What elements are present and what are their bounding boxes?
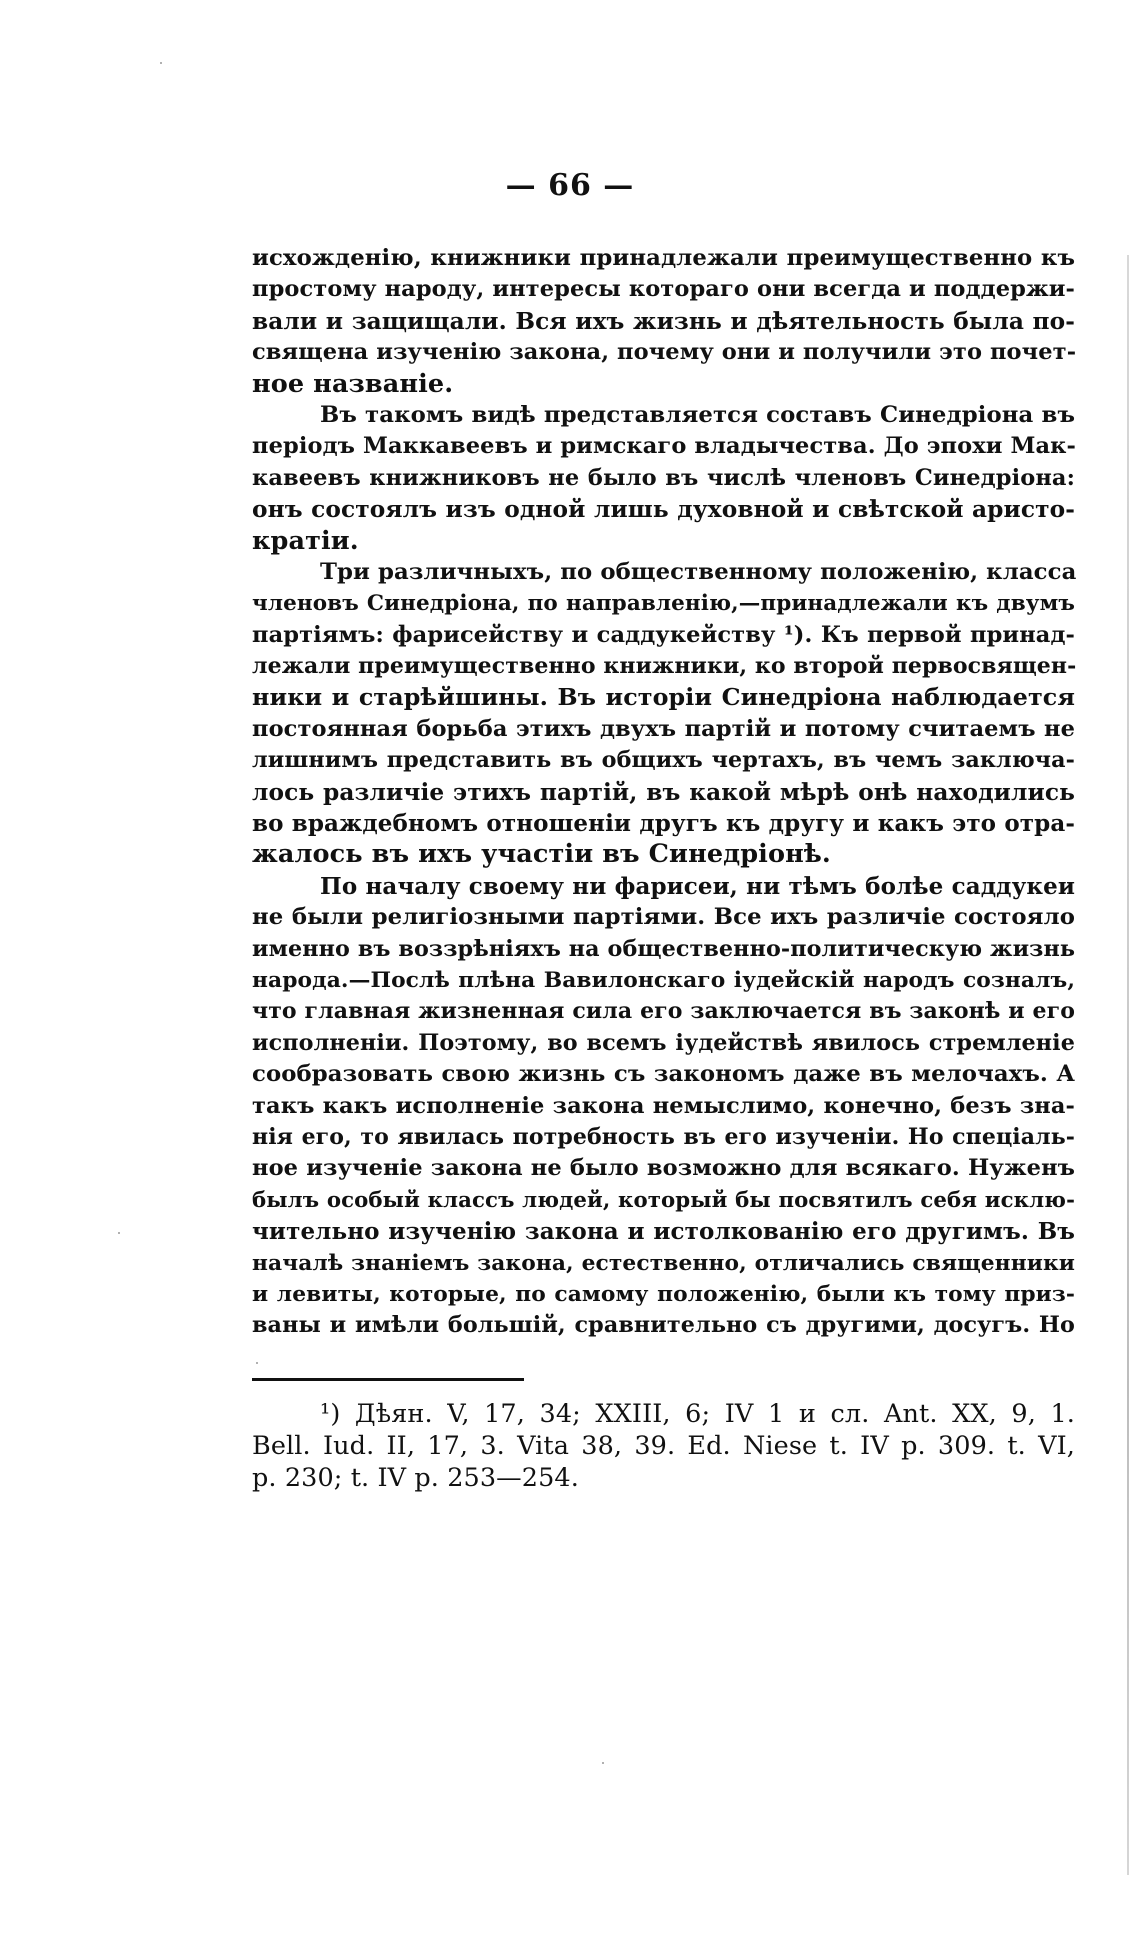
text-line: лежали преимущественно книжники, ко второй первосвящен- xyxy=(252,653,1077,680)
scan-speck xyxy=(602,1762,604,1764)
footnote-divider xyxy=(252,1378,524,1381)
text-line: именно въ воззрѣніяхъ на общественно-политическую жизнь xyxy=(252,935,1076,962)
text-line: сообразовать свою жизнь съ закономъ даже въ мелочахъ. А xyxy=(252,1061,1075,1088)
scan-edge-shadow xyxy=(1127,255,1129,1875)
text-line: во враждебномъ отношеніи другъ къ другу и какъ это отра- xyxy=(252,810,1075,838)
text-line: Три различныхъ, по общественному положенію, класса xyxy=(320,558,1077,585)
text-line: лишнимъ представить въ общихъ чертахъ, въ чемъ заключа- xyxy=(252,747,1075,774)
main-text xyxy=(252,243,1075,1342)
footnote-line: p. 230; t. IV p. 253—254. xyxy=(252,1463,579,1493)
text-line: былъ особый классъ людей, который бы посвятилъ себя исклю- xyxy=(252,1187,1075,1213)
text-line: ники и старѣйшины. Въ исторіи Синедріона наблюдается xyxy=(252,683,1075,712)
text-line: постоянная борьба этихъ двухъ партій и потому считаемъ не xyxy=(252,715,1075,742)
text-line: чительно изученію закона и истолкованію его другимъ. Въ xyxy=(252,1218,1075,1246)
text-line: ваны и имѣли большій, сравнительно съ другими, досугъ. Но xyxy=(252,1312,1075,1339)
text-line: онъ состоялъ изъ одной лишь духовной и свѣтской аристо- xyxy=(252,496,1075,524)
scan-speck xyxy=(118,1232,120,1234)
text-line: народа.—Послѣ плѣна Вавилонскаго іудейскій народъ созналъ, xyxy=(252,967,1075,993)
text-line: такъ какъ исполненіе закона немыслимо, конечно, безъ зна- xyxy=(252,1092,1075,1119)
text-line: что главная жизненная сила его заключается въ законѣ и его xyxy=(252,998,1075,1025)
text-line: ное названіе. xyxy=(252,368,454,399)
text-line: не были религіозными партіями. Все ихъ различіе состояло xyxy=(252,904,1075,931)
text-line: По началу своему ни фарисеи, ни тѣмъ болѣе саддукеи xyxy=(320,872,1075,900)
paragraph xyxy=(252,400,1075,557)
paragraph xyxy=(252,243,1075,400)
text-line: нія его, то явилась потребность въ его изученіи. Но спеціаль- xyxy=(252,1123,1075,1150)
text-line: простому народу, интересы котораго они всегда и поддержи- xyxy=(252,276,1075,303)
text-line: Въ такомъ видѣ представляется составъ Синедріона въ xyxy=(320,401,1075,428)
text-line: ное изученіе закона не было возможно для всякаго. Нуженъ xyxy=(252,1155,1075,1182)
scan-speck xyxy=(160,62,162,64)
text-line: началѣ знаніемъ закона, естественно, отличались священники xyxy=(252,1250,1075,1276)
text-line: исхожденію, книжники принадлежали преимущественно къ xyxy=(252,245,1075,271)
text-line: періодъ Маккавеевъ и римскаго владычества. До эпохи Мак- xyxy=(252,433,1076,460)
text-line: партіямъ: фарисейству и саддукейству ¹). Къ первой принад- xyxy=(252,621,1075,648)
text-line: кратіи. xyxy=(252,525,359,556)
scan-speck xyxy=(256,1362,258,1364)
footnote xyxy=(252,1398,1075,1494)
paragraph xyxy=(252,557,1075,871)
page-number: — 66 — xyxy=(505,168,635,203)
text-line: вали и защищали. Вся ихъ жизнь и дѣятельность была по- xyxy=(252,307,1075,335)
text-line: священа изученію закона, почему они и получили это почет- xyxy=(252,339,1077,366)
footnote-line: Bell. Iud. II, 17, 3. Vita 38, 39. Ed. Niese t. IV p. 309. t. VI, xyxy=(252,1431,1075,1461)
text-line: исполненіи. Поэтому, во всемъ іудействѣ явилось стремленіе xyxy=(252,1029,1075,1056)
text-line: лось различіе этихъ партій, въ какой мѣрѣ онѣ находились xyxy=(252,778,1075,806)
paragraph xyxy=(252,871,1075,1342)
footnote-line: ¹) Дѣян. V, 17, 34; XXIII, 6; IV 1 и сл. Ant. XX, 9, 1. xyxy=(320,1399,1075,1429)
text-line: жалось въ ихъ участіи въ Синедріонѣ. xyxy=(252,839,831,870)
text-line: членовъ Синедріона, по направленію,—принадлежали къ двумъ xyxy=(252,591,1075,617)
text-line: и левиты, которые, по самому положенію, были къ тому приз- xyxy=(252,1281,1075,1307)
text-line: кавеевъ книжниковъ не было въ числѣ членовъ Синедріона: xyxy=(252,464,1075,491)
